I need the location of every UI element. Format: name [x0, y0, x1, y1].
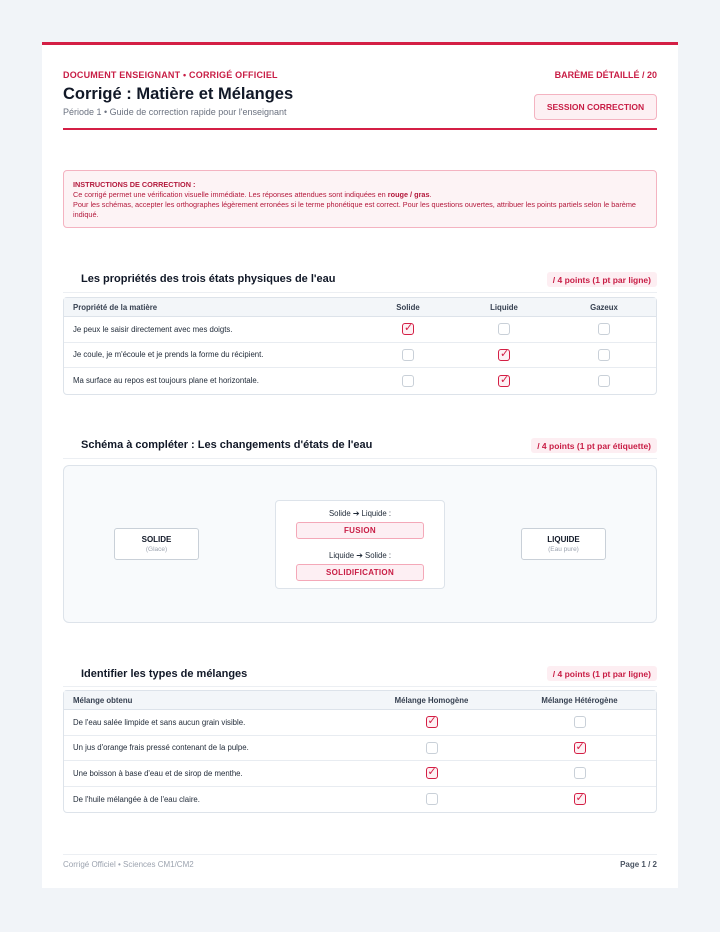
state-box-solide	[114, 528, 199, 560]
section-title-melanges: Identifier les types de mélanges	[81, 668, 248, 680]
points-badge-melanges: / 4 points (1 pt par ligne)	[547, 666, 657, 681]
checked-checkbox[interactable]	[402, 323, 414, 335]
state-name: SOLIDE	[141, 535, 172, 544]
table-row	[64, 317, 656, 343]
transition-label-fusion: Solide ➔ Liquide :	[328, 509, 392, 518]
checkbox[interactable]	[598, 349, 610, 361]
footer-left: Corrigé Officiel • Sciences CM1/CM2	[63, 860, 194, 869]
instructions-line-1	[73, 190, 647, 200]
document-label: DOCUMENT ENSEIGNANT • CORRIGÉ OFFICIEL	[63, 70, 278, 80]
page-subtitle: Période 1 • Guide de correction rapide pour l'enseignant	[63, 107, 287, 117]
state-subtitle: (Eau pure)	[548, 546, 579, 553]
table-row	[64, 736, 656, 762]
state-name: LIQUIDE	[547, 535, 580, 544]
row-label: Je peux le saisir directement avec mes doigts.	[64, 317, 360, 343]
state-subtitle: (Glace)	[145, 546, 168, 553]
checkbox[interactable]	[402, 349, 414, 361]
section-title-schema: Schéma à compléter : Les changements d'états de l'eau	[81, 439, 373, 451]
checked-checkbox[interactable]	[574, 793, 586, 805]
instructions-emphasis: rouge / gras	[387, 190, 430, 199]
answer-solidification: SOLIDIFICATION	[296, 564, 424, 581]
etats-table	[63, 297, 657, 395]
table-row	[64, 368, 656, 394]
document-page	[42, 42, 678, 888]
transition-label-solidification: Liquide ➔ Solide :	[328, 551, 392, 560]
changes-diagram	[63, 465, 657, 623]
check-cell	[360, 368, 456, 394]
section-divider	[63, 458, 657, 459]
row-label: De l'eau salée limpide et sans aucun grain visible.	[64, 710, 360, 736]
checkbox[interactable]	[402, 375, 414, 387]
row-label: Je coule, je m'écoule et je prends la forme du récipient.	[64, 343, 360, 369]
points-badge-schema: / 4 points (1 pt par étiquette)	[531, 438, 657, 453]
check-cell	[456, 368, 552, 394]
section-divider	[63, 292, 657, 293]
checkbox[interactable]	[574, 767, 586, 779]
checkbox[interactable]	[598, 375, 610, 387]
check-cell	[360, 710, 503, 736]
table-row	[64, 761, 656, 787]
instructions-title: INSTRUCTIONS DE CORRECTION :	[73, 180, 196, 189]
header-divider	[63, 128, 657, 130]
transitions-box	[275, 500, 445, 589]
session-correction-button[interactable]: SESSION CORRECTION	[534, 94, 657, 120]
bareme-label: BARÈME DÉTAILLÉ / 20	[554, 70, 657, 80]
table-row	[64, 343, 656, 369]
check-cell	[360, 343, 456, 369]
check-cell	[456, 317, 552, 343]
check-cell	[552, 343, 656, 369]
instructions-box	[63, 170, 657, 228]
checked-checkbox[interactable]	[498, 349, 510, 361]
check-cell	[503, 736, 656, 762]
section-divider	[63, 686, 657, 687]
state-box-liquide	[521, 528, 606, 560]
row-label: De l'huile mélangée à de l'eau claire.	[73, 794, 200, 804]
check-cell	[503, 787, 656, 813]
page-title: Corrigé : Matière et Mélanges	[63, 85, 294, 103]
column-header: Solide	[360, 298, 456, 317]
check-cell	[552, 368, 656, 394]
instructions-text-end: .	[429, 190, 432, 199]
column-header: Gazeux	[552, 298, 656, 317]
instructions-text: Ce corrigé permet une vérification visuelle immédiate. Les réponses attendues sont indiquées en	[73, 190, 388, 199]
table-row	[64, 710, 656, 736]
check-cell	[456, 343, 552, 369]
check-cell	[360, 317, 456, 343]
melanges-table	[63, 690, 657, 813]
checkbox[interactable]	[426, 793, 438, 805]
checkbox[interactable]	[426, 742, 438, 754]
checkbox[interactable]	[574, 716, 586, 728]
checked-checkbox[interactable]	[426, 716, 438, 728]
page-number: Page 1 / 2	[620, 860, 657, 869]
footer-divider	[63, 854, 657, 855]
instructions-line-2: Pour les schémas, accepter les orthographes légèrement erronées si le terme phonétique est correct. Pour les questions ouvertes, attribuer les points partiels selon le barème indiqué.	[73, 200, 636, 219]
check-cell	[360, 761, 503, 787]
row-label: Ma surface au repos est toujours plane et horizontale.	[73, 376, 259, 386]
checked-checkbox[interactable]	[574, 742, 586, 754]
column-header: Liquide	[456, 298, 552, 317]
check-cell	[360, 736, 503, 762]
check-cell	[360, 787, 503, 813]
answer-fusion: FUSION	[296, 522, 424, 539]
table-row	[64, 787, 656, 813]
row-label: Un jus d'orange frais pressé contenant de la pulpe.	[64, 736, 360, 762]
checked-checkbox[interactable]	[498, 375, 510, 387]
column-header: Mélange obtenu	[64, 691, 360, 710]
checked-checkbox[interactable]	[426, 767, 438, 779]
check-cell	[552, 317, 656, 343]
checkbox[interactable]	[498, 323, 510, 335]
check-cell	[503, 761, 656, 787]
column-header: Mélange Hétérogène	[503, 691, 656, 710]
check-cell	[503, 710, 656, 736]
column-header: Mélange Homogène	[360, 691, 503, 710]
section-title-etats: Les propriétés des trois états physiques de l'eau	[81, 273, 336, 285]
row-label: Une boisson à base d'eau et de sirop de menthe.	[64, 761, 360, 787]
checkbox[interactable]	[598, 323, 610, 335]
points-badge-etats: / 4 points (1 pt par ligne)	[547, 272, 657, 287]
column-header: Propriété de la matière	[64, 298, 360, 317]
